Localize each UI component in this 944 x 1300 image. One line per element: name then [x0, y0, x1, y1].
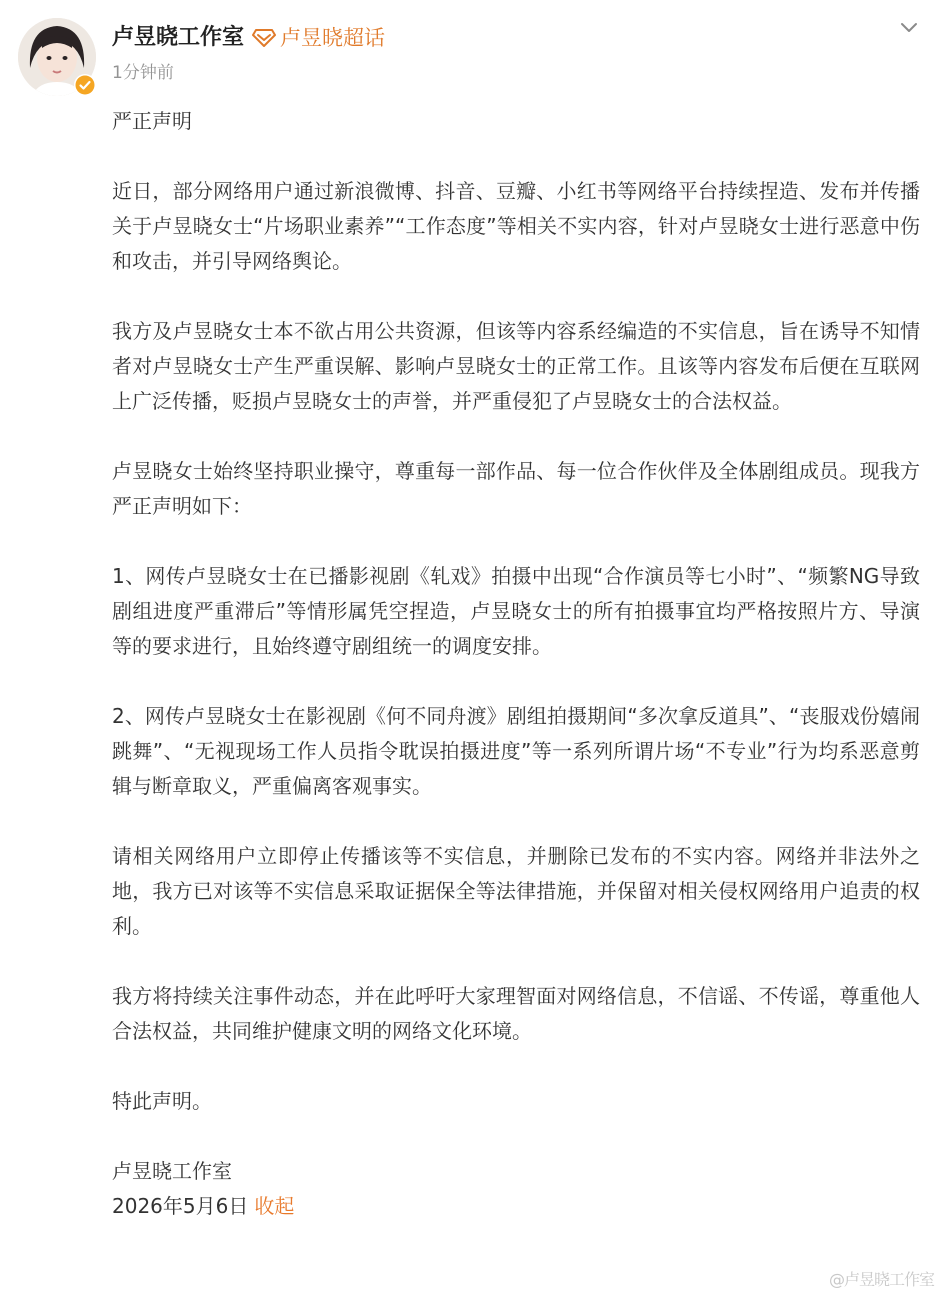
post-content: [112, 104, 920, 1224]
watermark: @卢昱晓工作室: [828, 1270, 934, 1289]
post-date: 2026年5月6日: [112, 1194, 249, 1218]
chevron-down-icon[interactable]: [898, 16, 920, 38]
post-paragraph: 特此声明。: [112, 1089, 212, 1113]
username[interactable]: 卢昱晓工作室: [112, 25, 245, 50]
post-time: 1分钟前: [112, 63, 174, 83]
post-paragraph: 2、网传卢昱晓女士在影视剧《何不同舟渡》剧组拍摄期间“多次拿反道具”、“丧服戏份嬉闹跳舞”、“无视现场工作人员指令耽误拍摄进度”等一系列所谓片场“不专业”行为均系恶意剪辑与断章取义，严重偏离客观事实。: [112, 704, 920, 798]
post-paragraph: 我方及卢昱晓女士本不欲占用公共资源，但该等内容系经编造的不实信息，旨在诱导不知情者对卢昱晓女士产生严重误解、影响卢昱晓女士的正常工作。且该等内容发布后便在互联网上广泛传播，贬损卢昱晓女士的声誉，并严重侵犯了卢昱晓女士的合法权益。: [112, 319, 920, 413]
post-paragraph: 1、网传卢昱晓女士在已播影视剧《轧戏》拍摄中出现“合作演员等七小时”、“频繁NG导致剧组进度严重滞后”等情形属凭空捏造，卢昱晓女士的所有拍摄事宜均严格按照片方、导演等的要求进行，且始终遵守剧组统一的调度安排。: [112, 564, 920, 658]
post-paragraph: 近日，部分网络用户通过新浪微博、抖音、豆瓣、小红书等网络平台持续捏造、发布并传播关于卢昱晓女士“片场职业素养”“工作态度”等相关不实内容，针对卢昱晓女士进行恶意中伤和攻击，并引导网络舆论。: [112, 179, 920, 273]
post-paragraph: 请相关网络用户立即停止传播该等不实信息，并删除已发布的不实内容。网络并非法外之地，我方已对该等不实信息采取证据保全等法律措施，并保留对相关侵权网络用户追责的权利。: [112, 844, 920, 938]
verified-badge-icon: [74, 74, 96, 96]
super-topic-diamond-icon: [252, 28, 276, 48]
super-topic-link[interactable]: [252, 23, 385, 53]
super-topic-label: 卢昱晓超话: [280, 26, 385, 50]
collapse-link[interactable]: 收起: [254, 1194, 295, 1218]
post-paragraph: 严正声明: [112, 109, 192, 133]
date-row: [112, 1189, 920, 1224]
post-paragraph: 卢昱晓女士始终坚持职业操守，尊重每一部作品、每一位合作伙伴及全体剧组成员。现我方严正声明如下：: [112, 459, 920, 518]
post-signature: 卢昱晓工作室: [112, 1159, 232, 1183]
post-paragraph: 我方将持续关注事件动态，并在此呼吁大家理智面对网络信息，不信谣、不传谣，尊重他人合法权益，共同维护健康文明的网络文化环境。: [112, 984, 920, 1043]
